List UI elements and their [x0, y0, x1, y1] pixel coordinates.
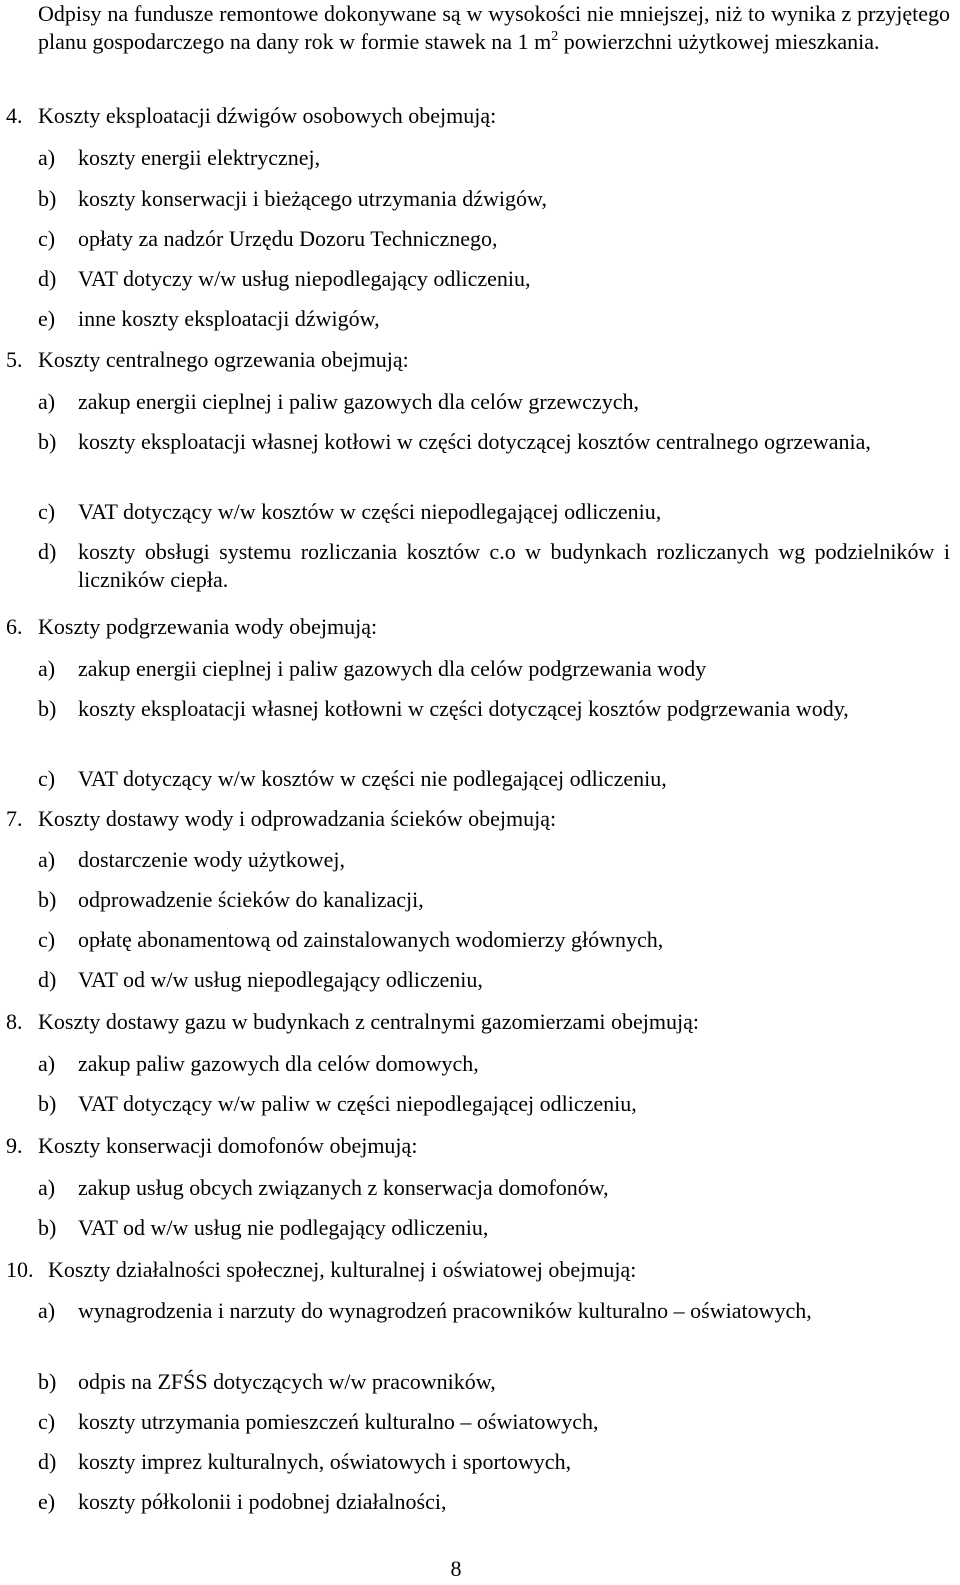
list-item-4a — [38, 144, 950, 172]
list-item-4c — [38, 225, 950, 253]
item-text: opłatę abonamentową od zainstalowanych wodomierzy głównych, — [78, 927, 664, 952]
item-label: b) — [38, 887, 57, 912]
list-item-8a — [38, 1050, 950, 1078]
section-heading-8 — [6, 1008, 946, 1036]
item-label: a) — [38, 656, 56, 681]
item-text: wynagrodzenia i narzuty do wynagrodzeń pracowników kulturalno – oświatowych, — [78, 1298, 812, 1323]
list-item-6c — [38, 765, 950, 793]
list-item-6b — [38, 695, 950, 723]
item-text: VAT od w/w usług niepodlegający odliczeniu, — [78, 967, 483, 992]
item-text: VAT dotyczy w/w usług niepodlegający odliczeniu, — [78, 266, 531, 291]
intro-tail: powierzchni użytkowej mieszkania. — [558, 29, 880, 54]
list-item-4b — [38, 185, 950, 213]
item-label: d) — [38, 266, 57, 291]
item-label: a) — [38, 847, 56, 872]
intro-text: Odpisy na fundusze remontowe dokonywane są w wysokości nie mniejszej, niż to wynika z przyjętego planu gospodarczego na dany rok w formie stawek na 1 m — [38, 1, 950, 54]
list-item-7b — [38, 886, 950, 914]
list-item-5a — [38, 388, 950, 416]
item-label: c) — [38, 1409, 56, 1434]
list-item-9b — [38, 1214, 950, 1242]
section-heading-5 — [6, 346, 946, 374]
intro-paragraph — [38, 0, 950, 56]
item-text: dostarczenie wody użytkowej, — [78, 847, 345, 872]
item-text: zakup energii cieplnej i paliw gazowych dla celów podgrzewania wody — [78, 656, 707, 681]
item-label: a) — [38, 145, 56, 170]
item-label: b) — [38, 696, 57, 721]
list-item-8b — [38, 1090, 950, 1118]
list-item-10b — [38, 1368, 950, 1396]
item-label: b) — [38, 429, 57, 454]
section-number: 8. — [6, 1009, 23, 1034]
section-heading-10 — [6, 1256, 946, 1284]
item-label: d) — [38, 967, 57, 992]
item-text: zakup energii cieplnej i paliw gazowych dla celów grzewczych, — [78, 389, 639, 414]
item-label: b) — [38, 1369, 57, 1394]
list-item-5b — [38, 428, 950, 456]
section-heading-6 — [6, 613, 946, 641]
item-label: a) — [38, 1175, 56, 1200]
item-label: e) — [38, 1489, 56, 1514]
list-item-10c — [38, 1408, 950, 1436]
page-number: 8 — [450, 1556, 462, 1581]
section-heading-4 — [6, 102, 946, 130]
item-label: b) — [38, 1091, 57, 1116]
list-item-10d — [38, 1448, 950, 1476]
section-number: 9. — [6, 1133, 23, 1158]
item-text: odprowadzenie ścieków do kanalizacji, — [78, 887, 424, 912]
section-number: 4. — [6, 103, 23, 128]
list-item-9a — [38, 1174, 950, 1202]
item-text: koszty utrzymania pomieszczeń kulturalno – oświatowych, — [78, 1409, 599, 1434]
list-item-7d — [38, 966, 950, 994]
list-item-6a — [38, 655, 950, 683]
section-number: 6. — [6, 614, 23, 639]
item-text: VAT dotyczący w/w paliw w części niepodlegającej odliczeniu, — [78, 1091, 637, 1116]
item-text: opłaty za nadzór Urzędu Dozoru Technicznego, — [78, 226, 498, 251]
section-heading-9 — [6, 1132, 946, 1160]
item-label: c) — [38, 499, 56, 524]
section-title: Koszty dostawy gazu w budynkach z centralnymi gazomierzami obejmują: — [38, 1009, 700, 1034]
item-label: b) — [38, 186, 57, 211]
item-label: d) — [38, 539, 57, 564]
item-label: a) — [38, 1298, 56, 1323]
section-title: Koszty centralnego ogrzewania obejmują: — [38, 347, 409, 372]
list-item-4d — [38, 265, 950, 293]
item-text: koszty eksploatacji własnej kotłowi w części dotyczącej kosztów centralnego ogrzewania, — [78, 429, 871, 454]
item-text: koszty eksploatacji własnej kotłowni w części dotyczącej kosztów podgrzewania wody, — [78, 696, 849, 721]
item-text: VAT od w/w usług nie podlegający odliczeniu, — [78, 1215, 489, 1240]
item-text: zakup usług obcych związanych z konserwacja domofonów, — [78, 1175, 609, 1200]
item-label: c) — [38, 927, 56, 952]
list-item-10a — [38, 1297, 950, 1325]
item-text: inne koszty eksploatacji dźwigów, — [78, 306, 380, 331]
item-label: b) — [38, 1215, 57, 1240]
section-title: Koszty konserwacji domofonów obejmują: — [38, 1133, 418, 1158]
item-text: zakup paliw gazowych dla celów domowych, — [78, 1051, 479, 1076]
list-item-5d — [38, 538, 950, 594]
item-text: koszty imprez kulturalnych, oświatowych i sportowych, — [78, 1449, 572, 1474]
item-label: e) — [38, 306, 56, 331]
item-text: VAT dotyczący w/w kosztów w części niepodlegającej odliczeniu, — [78, 499, 662, 524]
section-title: Koszty działalności społecznej, kulturalnej i oświatowej obejmują: — [48, 1257, 637, 1282]
list-item-10e — [38, 1488, 950, 1516]
section-number: 7. — [6, 806, 23, 831]
item-label: c) — [38, 766, 56, 791]
item-text: koszty obsługi systemu rozliczania kosztów c.o w budynkach rozliczanych wg podzielników i liczników ciepła. — [78, 539, 950, 592]
section-title: Koszty podgrzewania wody obejmują: — [38, 614, 378, 639]
list-item-4e — [38, 305, 950, 333]
section-number: 5. — [6, 347, 23, 372]
item-text: VAT dotyczący w/w kosztów w części nie podlegającej odliczeniu, — [78, 766, 667, 791]
section-number: 10. — [6, 1257, 34, 1282]
list-item-7c — [38, 926, 950, 954]
section-title: Koszty eksploatacji dźwigów osobowych obejmują: — [38, 103, 497, 128]
intro-superscript: 2 — [551, 28, 559, 44]
list-item-7a — [38, 846, 950, 874]
item-text: odpis na ZFŚS dotyczących w/w pracowników, — [78, 1369, 496, 1394]
section-title: Koszty dostawy wody i odprowadzania ścieków obejmują: — [38, 806, 557, 831]
item-text: koszty półkolonii i podobnej działalności, — [78, 1489, 447, 1514]
item-label: c) — [38, 226, 56, 251]
list-item-5c — [38, 498, 950, 526]
item-text: koszty konserwacji i bieżącego utrzymania dźwigów, — [78, 186, 547, 211]
section-heading-7 — [6, 805, 946, 833]
item-label: d) — [38, 1449, 57, 1474]
item-label: a) — [38, 389, 56, 414]
item-text: koszty energii elektrycznej, — [78, 145, 321, 170]
item-label: a) — [38, 1051, 56, 1076]
